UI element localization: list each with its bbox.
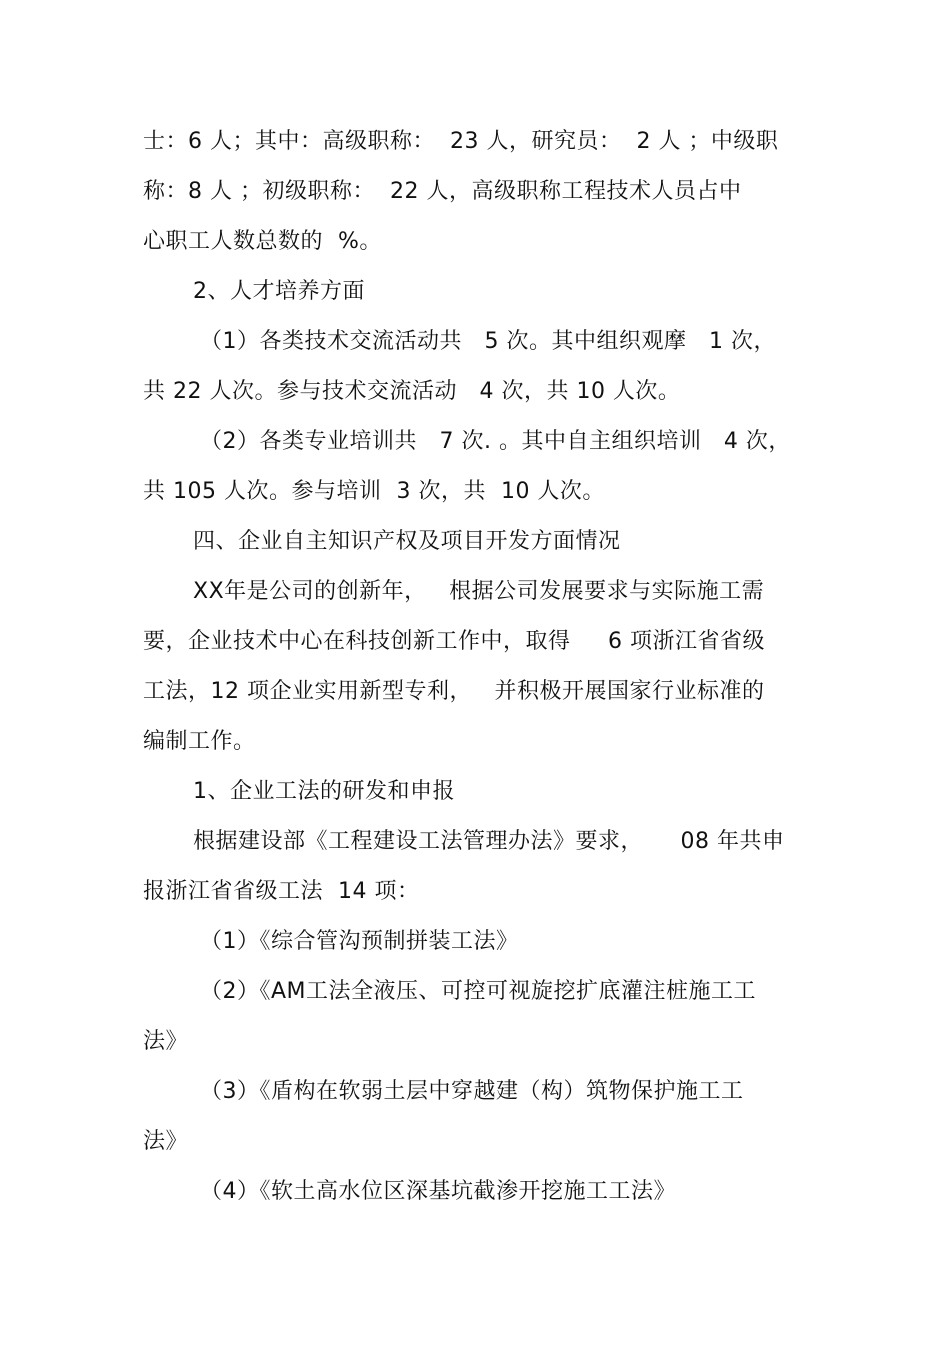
- text-line: （2）各类专业培训共 7 次. 。其中自主组织培训 4 次，: [200, 429, 791, 454]
- text-line: 心职工人数总数的 %。: [143, 229, 382, 254]
- text-line: XX年是公司的创新年， 根据公司发展要求与实际施工需: [193, 579, 765, 604]
- text-line: 共 22 人次。参与技术交流活动 4 次，共 10 人次。: [143, 379, 681, 404]
- section-heading: 2、人才培养方面: [193, 279, 365, 304]
- text-line: 编制工作。: [143, 729, 256, 754]
- text-line: 共 105 人次。参与培训 3 次，共 10 人次。: [143, 479, 605, 504]
- list-item: （3）《盾构在软弱土层中穿越建（构）筑物保护施工工: [200, 1079, 744, 1104]
- list-item: （4）《软土高水位区深基坑截渗开挖施工工法》: [200, 1179, 676, 1204]
- list-item: （1）《综合管沟预制拼装工法》: [200, 929, 519, 954]
- text-line: （1）各类技术交流活动共 5 次。其中组织观摩 1 次，: [200, 329, 776, 354]
- text-line: 工法，12 项企业实用新型专利， 并积极开展国家行业标准的: [143, 679, 765, 704]
- section-heading: 1、企业工法的研发和申报: [193, 779, 455, 804]
- text-line: 法》: [143, 1129, 189, 1154]
- text-line: 报浙江省省级工法 14 项：: [143, 879, 420, 904]
- text-line: 法》: [143, 1029, 189, 1054]
- text-line: 士：6 人；其中：高级职称： 23 人，研究员： 2 人 ；中级职: [143, 129, 779, 154]
- list-item: （2）《AM工法全液压、可控可视旋挖扩底灌注桩施工工: [200, 979, 757, 1004]
- text-line: 根据建设部《工程建设工法管理办法》要求， 08 年共申: [193, 829, 785, 854]
- section-heading: 四、企业自主知识产权及项目开发方面情况: [193, 529, 621, 554]
- text-line: 称：8 人 ；初级职称： 22 人，高级职称工程技术人员占中: [143, 179, 742, 204]
- text-line: 要，企业技术中心在科技创新工作中，取得 6 项浙江省省级: [143, 629, 765, 654]
